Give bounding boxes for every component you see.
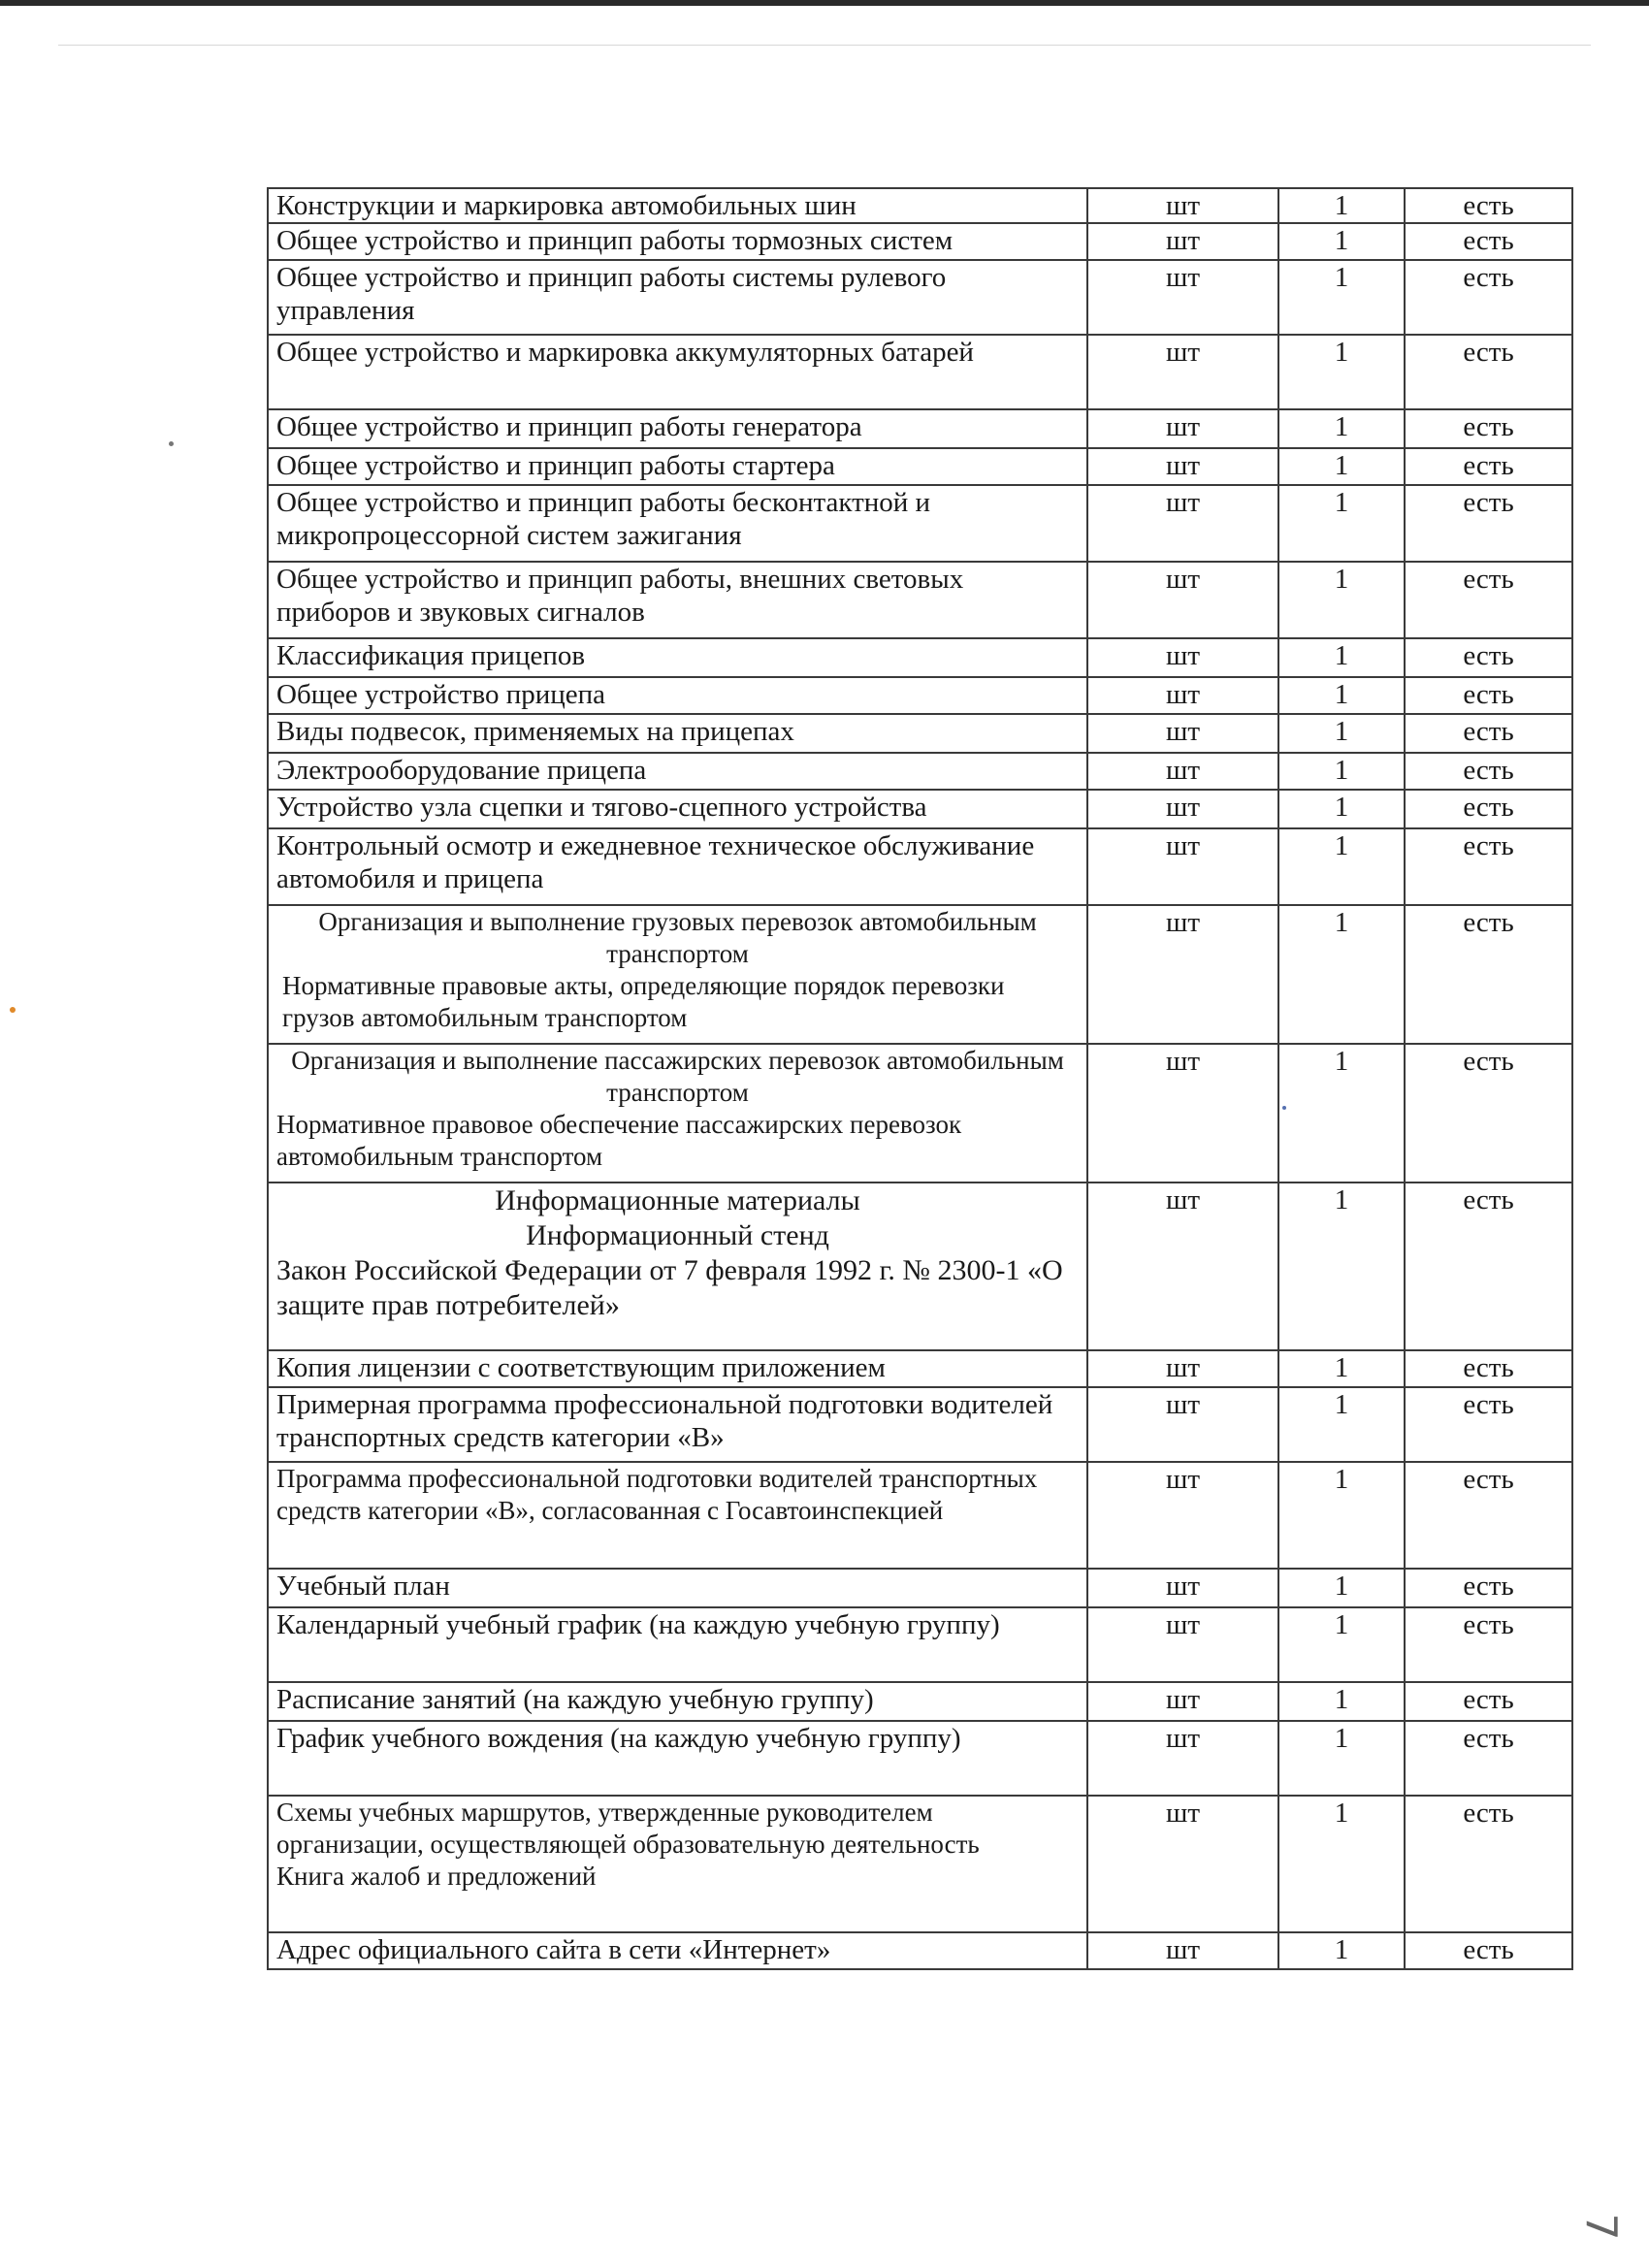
- item-name: Примерная программа профессиональной подготовки водителей транспортных средств категории «В»: [268, 1387, 1087, 1462]
- item-quantity: 1: [1278, 753, 1405, 790]
- scan-speck: [169, 441, 174, 446]
- item-quantity: 1: [1278, 1796, 1405, 1932]
- item-name: Учебный план: [268, 1569, 1087, 1607]
- scan-artifact-line: [58, 45, 1591, 46]
- item-status: есть: [1405, 1044, 1572, 1183]
- item-unit: шт: [1087, 1796, 1278, 1932]
- item-status: есть: [1405, 223, 1572, 260]
- item-status: есть: [1405, 188, 1572, 223]
- scan-edge: [0, 0, 1649, 6]
- table-row: [268, 409, 1572, 448]
- table-row: [268, 753, 1572, 790]
- item-name: Нормативные правовые акты, определяющие порядок перевозки грузов автомобильным транспортом: [282, 971, 1005, 1032]
- item-name: Программа профессиональной подготовки водителей транспортных средств категории «В», согласованная с Госавтоинспекцией: [268, 1462, 1087, 1569]
- item-name: Общее устройство и принцип работы тормозных систем: [268, 223, 1087, 260]
- item-unit: шт: [1087, 409, 1278, 448]
- item-name-cell: [268, 1796, 1087, 1932]
- table-row: [268, 638, 1572, 677]
- item-quantity: 1: [1278, 638, 1405, 677]
- item-quantity: 1: [1278, 1044, 1405, 1183]
- item-quantity: 1: [1278, 1721, 1405, 1796]
- item-unit: шт: [1087, 223, 1278, 260]
- item-status: есть: [1405, 790, 1572, 828]
- item-unit: шт: [1087, 1462, 1278, 1569]
- item-unit: шт: [1087, 828, 1278, 905]
- item-quantity: 1: [1278, 485, 1405, 562]
- item-unit: шт: [1087, 1682, 1278, 1721]
- item-status: есть: [1405, 409, 1572, 448]
- item-name: Общее устройство и принцип работы генератора: [268, 409, 1087, 448]
- item-status: есть: [1405, 828, 1572, 905]
- item-quantity: 1: [1278, 1682, 1405, 1721]
- table-row: [268, 790, 1572, 828]
- table-row: [268, 1721, 1572, 1796]
- item-name: Классификация прицепов: [268, 638, 1087, 677]
- equipment-table: [267, 187, 1573, 1970]
- item-name: Виды подвесок, применяемых на прицепах: [268, 714, 1087, 753]
- item-unit: шт: [1087, 1569, 1278, 1607]
- table-row: [268, 260, 1572, 335]
- page-number: 7: [1575, 2213, 1626, 2241]
- item-status: есть: [1405, 1721, 1572, 1796]
- item-name: Календарный учебный график (на каждую учебную группу): [268, 1607, 1087, 1682]
- item-quantity: 1: [1278, 714, 1405, 753]
- item-quantity: 1: [1278, 335, 1405, 409]
- item-quantity: 1: [1278, 905, 1405, 1044]
- item-unit: шт: [1087, 188, 1278, 223]
- item-quantity: 1: [1278, 448, 1405, 485]
- item-quantity: 1: [1278, 677, 1405, 714]
- item-name: Нормативное правовое обеспечение пассажирских перевозок автомобильным транспортом: [276, 1110, 962, 1171]
- table-row: [268, 188, 1572, 223]
- item-quantity: 1: [1278, 260, 1405, 335]
- item-name: Общее устройство и принцип работы системы рулевого управления: [268, 260, 1087, 335]
- item-status: есть: [1405, 260, 1572, 335]
- item-name: Общее устройство и принцип работы, внешних световых приборов и звуковых сигналов: [268, 562, 1087, 638]
- item-status: есть: [1405, 1607, 1572, 1682]
- table-row: [268, 1044, 1572, 1183]
- item-quantity: 1: [1278, 562, 1405, 638]
- item-status: есть: [1405, 1682, 1572, 1721]
- item-name: Адрес официального сайта в сети «Интернет»: [268, 1932, 1087, 1969]
- item-quantity: 1: [1278, 1387, 1405, 1462]
- section-subheading: Информационный стенд: [526, 1219, 829, 1251]
- item-unit: шт: [1087, 905, 1278, 1044]
- item-status: есть: [1405, 1932, 1572, 1969]
- item-name: Общее устройство прицепа: [268, 677, 1087, 714]
- item-status: есть: [1405, 562, 1572, 638]
- item-status: есть: [1405, 448, 1572, 485]
- item-name-cell: [268, 1183, 1087, 1350]
- table-row: [268, 448, 1572, 485]
- item-status: есть: [1405, 714, 1572, 753]
- item-status: есть: [1405, 1350, 1572, 1387]
- item-unit: шт: [1087, 638, 1278, 677]
- table-row: [268, 677, 1572, 714]
- item-name-cell: [268, 1044, 1087, 1183]
- table-row: [268, 1682, 1572, 1721]
- table-row: [268, 562, 1572, 638]
- item-unit: шт: [1087, 714, 1278, 753]
- table-row: [268, 1796, 1572, 1932]
- item-name-cell: [268, 905, 1087, 1044]
- item-quantity: 1: [1278, 1569, 1405, 1607]
- item-unit: шт: [1087, 1721, 1278, 1796]
- item-status: есть: [1405, 1796, 1572, 1932]
- item-unit: шт: [1087, 448, 1278, 485]
- item-quantity: 1: [1278, 188, 1405, 223]
- item-name: Схемы учебных маршрутов, утвержденные руководителем организации, осуществляющей образовательную деятельность: [276, 1798, 980, 1859]
- table-row: [268, 335, 1572, 409]
- item-unit: шт: [1087, 485, 1278, 562]
- table-row: [268, 1607, 1572, 1682]
- item-name: Закон Российской Федерации от 7 февраля 1992 г. № 2300-1 «О защите прав потребителей»: [276, 1254, 1063, 1321]
- table-row: [268, 1462, 1572, 1569]
- table-row: [268, 1569, 1572, 1607]
- table-row: [268, 1932, 1572, 1969]
- item-status: есть: [1405, 638, 1572, 677]
- item-unit: шт: [1087, 260, 1278, 335]
- item-unit: шт: [1087, 1183, 1278, 1350]
- item-status: есть: [1405, 1183, 1572, 1350]
- item-status: есть: [1405, 335, 1572, 409]
- item-quantity: 1: [1278, 409, 1405, 448]
- table-row: [268, 1387, 1572, 1462]
- item-quantity: 1: [1278, 1607, 1405, 1682]
- item-unit: шт: [1087, 1932, 1278, 1969]
- item-quantity: 1: [1278, 790, 1405, 828]
- item-unit: шт: [1087, 335, 1278, 409]
- table-row: [268, 1350, 1572, 1387]
- item-unit: шт: [1087, 1044, 1278, 1183]
- item-unit: шт: [1087, 1350, 1278, 1387]
- section-heading: Организация и выполнение грузовых перевозок автомобильным транспортом: [318, 907, 1037, 968]
- item-status: есть: [1405, 677, 1572, 714]
- table-row: [268, 828, 1572, 905]
- item-unit: шт: [1087, 562, 1278, 638]
- item-quantity: 1: [1278, 1932, 1405, 1969]
- item-status: есть: [1405, 753, 1572, 790]
- table-row: [268, 485, 1572, 562]
- item-name: Расписание занятий (на каждую учебную группу): [268, 1682, 1087, 1721]
- table-row: [268, 223, 1572, 260]
- scan-speck: [10, 1007, 16, 1013]
- item-unit: шт: [1087, 753, 1278, 790]
- item-name: Электрооборудование прицепа: [268, 753, 1087, 790]
- item-quantity: 1: [1278, 1183, 1405, 1350]
- item-status: есть: [1405, 1462, 1572, 1569]
- item-unit: шт: [1087, 1607, 1278, 1682]
- item-status: есть: [1405, 485, 1572, 562]
- item-quantity: 1: [1278, 1462, 1405, 1569]
- item-name: Конструкции и маркировка автомобильных шин: [268, 188, 1087, 223]
- table-row: [268, 1183, 1572, 1350]
- item-name: Общее устройство и принцип работы бесконтактной и микропроцессорной систем зажигания: [268, 485, 1087, 562]
- item-name: График учебного вождения (на каждую учебную группу): [268, 1721, 1087, 1796]
- section-heading: Организация и выполнение пассажирских перевозок автомобильным транспортом: [291, 1046, 1064, 1107]
- table-row: [268, 905, 1572, 1044]
- item-quantity: 1: [1278, 828, 1405, 905]
- item-extra: Книга жалоб и предложений: [276, 1862, 597, 1891]
- item-status: есть: [1405, 905, 1572, 1044]
- item-quantity: 1: [1278, 223, 1405, 260]
- item-name: Общее устройство и принцип работы стартера: [268, 448, 1087, 485]
- item-unit: шт: [1087, 790, 1278, 828]
- section-heading: Информационные материалы: [495, 1184, 860, 1216]
- item-name: Контрольный осмотр и ежедневное техническое обслуживание автомобиля и прицепа: [268, 828, 1087, 905]
- item-unit: шт: [1087, 1387, 1278, 1462]
- item-status: есть: [1405, 1387, 1572, 1462]
- item-name: Устройство узла сцепки и тягово-сцепного устройства: [268, 790, 1087, 828]
- item-name: Копия лицензии с соответствующим приложением: [268, 1350, 1087, 1387]
- item-status: есть: [1405, 1569, 1572, 1607]
- item-unit: шт: [1087, 677, 1278, 714]
- item-name: Общее устройство и маркировка аккумуляторных батарей: [268, 335, 1087, 409]
- table-row: [268, 714, 1572, 753]
- item-quantity: 1: [1278, 1350, 1405, 1387]
